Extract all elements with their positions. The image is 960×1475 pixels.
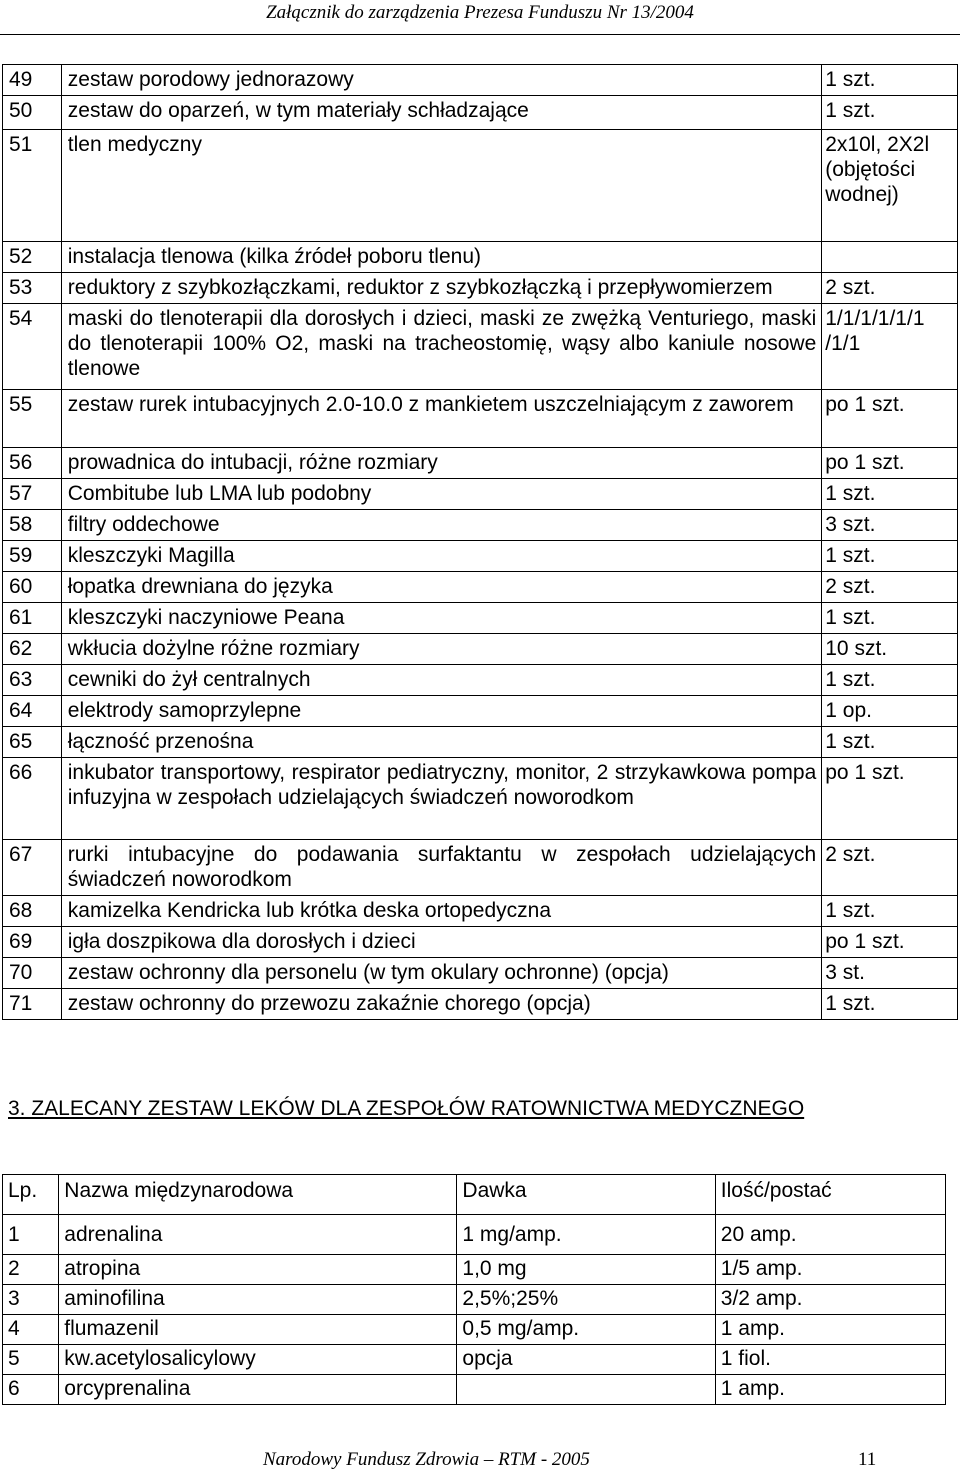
table-row: [3, 273, 958, 304]
table-cell: 6: [3, 1375, 59, 1405]
item-number: 62: [3, 634, 62, 665]
item-quantity: 1 szt.: [822, 65, 958, 96]
column-header: Ilość/postać: [715, 1175, 945, 1215]
item-number: 52: [3, 242, 62, 273]
table-row: [3, 1315, 946, 1345]
item-name: igła doszpikowa dla dorosłych i dzieci: [61, 927, 821, 958]
item-name: łączność przenośna: [61, 727, 821, 758]
table-cell: 1 amp.: [715, 1315, 945, 1345]
item-number: 64: [3, 696, 62, 727]
table-row: [3, 958, 958, 989]
item-number: 70: [3, 958, 62, 989]
table-cell: atropina: [59, 1255, 457, 1285]
item-quantity: 1 szt.: [822, 603, 958, 634]
item-quantity: [822, 242, 958, 273]
item-name: wkłucia dożylne różne rozmiary: [61, 634, 821, 665]
table-row: [3, 696, 958, 727]
table-cell: 1/5 amp.: [715, 1255, 945, 1285]
item-quantity: 3 szt.: [822, 510, 958, 541]
table-row: [3, 840, 958, 896]
item-quantity: po 1 szt.: [822, 390, 958, 448]
column-header: Dawka: [457, 1175, 715, 1215]
table-row: [3, 130, 958, 242]
item-quantity: 10 szt.: [822, 634, 958, 665]
item-number: 58: [3, 510, 62, 541]
item-name: instalacja tlenowa (kilka źródeł poboru tlenu): [61, 242, 821, 273]
item-name: rurki intubacyjne do podawania surfaktantu w zespołach udzielających świadczeń noworodkom: [61, 840, 821, 896]
drugs-table: [2, 1174, 946, 1405]
item-quantity: 2 szt.: [822, 572, 958, 603]
item-name: zestaw porodowy jednorazowy: [61, 65, 821, 96]
table-row: [3, 989, 958, 1020]
table-row: [3, 65, 958, 96]
table-row: [3, 479, 958, 510]
item-quantity: 2 szt.: [822, 840, 958, 896]
item-quantity: 1 szt.: [822, 727, 958, 758]
table-row: [3, 510, 958, 541]
item-number: 65: [3, 727, 62, 758]
table-cell: 3/2 amp.: [715, 1285, 945, 1315]
table-cell: 3: [3, 1285, 59, 1315]
item-name: elektrody samoprzylepne: [61, 696, 821, 727]
item-quantity: 2 szt.: [822, 273, 958, 304]
item-name: filtry oddechowe: [61, 510, 821, 541]
item-number: 68: [3, 896, 62, 927]
item-name: kleszczyki Magilla: [61, 541, 821, 572]
item-number: 51: [3, 130, 62, 242]
table-cell: 5: [3, 1345, 59, 1375]
item-name: kamizelka Kendricka lub krótka deska ortopedyczna: [61, 896, 821, 927]
item-number: 66: [3, 758, 62, 840]
item-name: zestaw do oparzeń, w tym materiały schładzające: [61, 96, 821, 130]
item-quantity: 1 op.: [822, 696, 958, 727]
item-number: 60: [3, 572, 62, 603]
item-name: zestaw ochronny do przewozu zakaźnie chorego (opcja): [61, 989, 821, 1020]
table-row: [3, 448, 958, 479]
item-number: 53: [3, 273, 62, 304]
table-cell: 0,5 mg/amp.: [457, 1315, 715, 1345]
table-row: [3, 1215, 946, 1255]
table-row: [3, 896, 958, 927]
item-number: 49: [3, 65, 62, 96]
table-row: [3, 1375, 946, 1405]
table-row: [3, 727, 958, 758]
item-number: 56: [3, 448, 62, 479]
table-row: [3, 96, 958, 130]
table-row: [3, 665, 958, 696]
header-title: Załącznik do zarządzenia Prezesa Funduszu Nr 13/2004: [266, 2, 694, 23]
item-quantity: 3 st.: [822, 958, 958, 989]
item-name: łopatka drewniana do języka: [61, 572, 821, 603]
table-cell: 20 amp.: [715, 1215, 945, 1255]
table-cell: 1,0 mg: [457, 1255, 715, 1285]
item-quantity: 1 szt.: [822, 665, 958, 696]
table-cell: 1 fiol.: [715, 1345, 945, 1375]
table-row: [3, 541, 958, 572]
page-header: [0, 2, 960, 24]
item-number: 61: [3, 603, 62, 634]
table-cell: 1 amp.: [715, 1375, 945, 1405]
column-header: Lp.: [3, 1175, 59, 1215]
item-name: zestaw rurek intubacyjnych 2.0-10.0 z mankietem uszczelniającym z zaworem: [61, 390, 821, 448]
item-quantity: po 1 szt.: [822, 758, 958, 840]
item-quantity: 2x10l, 2X2l (objętości wodnej): [822, 130, 958, 242]
table-cell: aminofilina: [59, 1285, 457, 1315]
footer-text: Narodowy Fundusz Zdrowia – RTM - 2005: [263, 1449, 590, 1470]
item-quantity: po 1 szt.: [822, 448, 958, 479]
table-cell: opcja: [457, 1345, 715, 1375]
item-name: zestaw ochronny dla personelu (w tym okulary ochronne) (opcja): [61, 958, 821, 989]
item-quantity: 1 szt.: [822, 479, 958, 510]
table-cell: 4: [3, 1315, 59, 1345]
column-header: Nazwa międzynarodowa: [59, 1175, 457, 1215]
item-quantity: 1 szt.: [822, 896, 958, 927]
section-title: 3. ZALECANY ZESTAW LEKÓW DLA ZESPOŁÓW RATOWNICTWA MEDYCZNEGO: [8, 1097, 805, 1120]
table-row: [3, 927, 958, 958]
item-name: prowadnica do intubacji, różne rozmiary: [61, 448, 821, 479]
table-cell: kw.acetylosalicylowy: [59, 1345, 457, 1375]
table-cell: [457, 1375, 715, 1405]
item-quantity: 1 szt.: [822, 96, 958, 130]
table-cell: 1: [3, 1215, 59, 1255]
item-number: 59: [3, 541, 62, 572]
item-name: cewniki do żył centralnych: [61, 665, 821, 696]
item-name: reduktory z szybkozłączkami, reduktor z szybkozłączką i przepływomierzem: [61, 273, 821, 304]
equipment-table: [2, 64, 958, 1020]
item-name: Combitube lub LMA lub podobny: [61, 479, 821, 510]
table-cell: 2,5%;25%: [457, 1285, 715, 1315]
item-number: 50: [3, 96, 62, 130]
table-row: [3, 758, 958, 840]
item-quantity: po 1 szt.: [822, 927, 958, 958]
header-divider: [0, 34, 960, 35]
table-row: [3, 572, 958, 603]
table-header-row: [3, 1175, 946, 1215]
table-row: [3, 603, 958, 634]
table-cell: 1 mg/amp.: [457, 1215, 715, 1255]
item-quantity: 1 szt.: [822, 541, 958, 572]
item-name: tlen medyczny: [61, 130, 821, 242]
table-row: [3, 634, 958, 665]
table-cell: adrenalina: [59, 1215, 457, 1255]
table-cell: 2: [3, 1255, 59, 1285]
item-name: inkubator transportowy, respirator pediatryczny, monitor, 2 strzykawkowa pompa infuzyjna w zespołach udzielających świadczeń noworodkom: [61, 758, 821, 840]
item-number: 55: [3, 390, 62, 448]
item-number: 57: [3, 479, 62, 510]
item-number: 69: [3, 927, 62, 958]
item-name: kleszczyki naczyniowe Peana: [61, 603, 821, 634]
item-number: 67: [3, 840, 62, 896]
table-row: [3, 304, 958, 390]
item-quantity: 1 szt.: [822, 989, 958, 1020]
page-number: 11: [858, 1449, 877, 1470]
table-row: [3, 390, 958, 448]
table-row: [3, 1285, 946, 1315]
table-row: [3, 242, 958, 273]
item-quantity: 1/1/1/1/1/1 /1/1: [822, 304, 958, 390]
item-name: maski do tlenoterapii dla dorosłych i dzieci, maski ze zwężką Venturiego, maski do tlenoterapii 100% O2, maski na tracheostomię, wąsy albo kaniule nosowe tlenowe: [61, 304, 821, 390]
item-number: 54: [3, 304, 62, 390]
table-cell: flumazenil: [59, 1315, 457, 1345]
table-row: [3, 1345, 946, 1375]
item-number: 71: [3, 989, 62, 1020]
item-number: 63: [3, 665, 62, 696]
table-cell: orcyprenalina: [59, 1375, 457, 1405]
table-row: [3, 1255, 946, 1285]
